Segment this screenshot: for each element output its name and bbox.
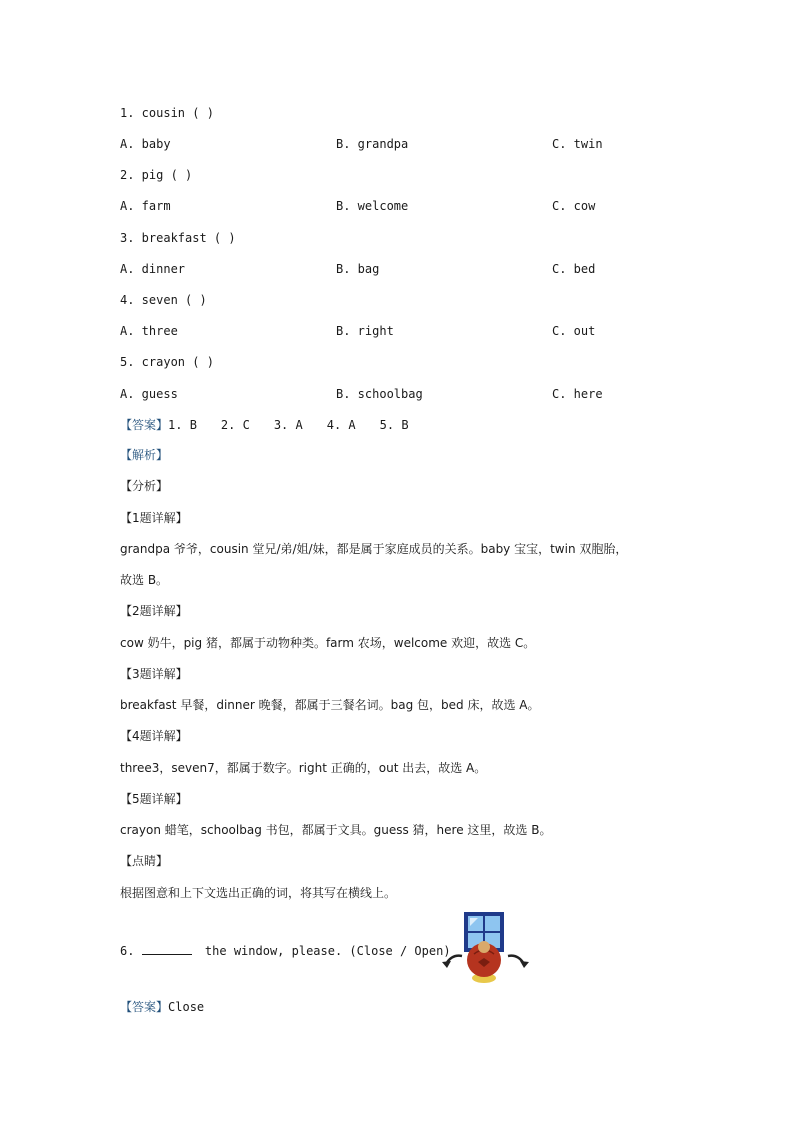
option-a: A. three: [120, 324, 178, 338]
detail-5-tag: 【5题详解】: [120, 792, 188, 806]
option-b: B. schoolbag: [336, 387, 423, 401]
option-b: B. right: [336, 324, 394, 338]
answer-item: 5. B: [379, 418, 409, 432]
detail-5-line-1: crayon 蜡笔，schoolbag 书包，都属于文具。guess 猜，here 这里，故选 B。: [120, 823, 552, 837]
option-c: C. cow: [552, 199, 596, 213]
option-b: B. bag: [336, 262, 380, 276]
question-6-text: the window, please. (Close / Open): [204, 944, 451, 958]
detail-4-tag: 【4题详解】: [120, 729, 188, 743]
option-a: A. baby: [120, 137, 171, 151]
option-a: A. guess: [120, 387, 178, 401]
question-6-answer: Close: [168, 1000, 205, 1014]
detail-3-line-1: breakfast 早餐，dinner 晚餐，都属于三餐名词。bag 包，bed 床，故选 A。: [120, 698, 540, 712]
arrow-left-icon: [442, 961, 451, 968]
question-5-options: [120, 386, 680, 402]
detail-1-line-2: 故选 B。: [120, 573, 169, 587]
question-3-stem: 3. breakfast ( ): [120, 231, 236, 245]
detail-3-tag: 【3题详解】: [120, 667, 188, 681]
answer-tag: 【答案】: [120, 1000, 169, 1014]
answer-tag: 【答案】: [120, 418, 169, 432]
question-5-stem: 5. crayon ( ): [120, 355, 214, 369]
option-c: C. bed: [552, 262, 596, 276]
option-c: C. here: [552, 387, 603, 401]
window-picture: [438, 910, 534, 986]
question-1-stem: 1. cousin ( ): [120, 106, 214, 120]
option-c: C. twin: [552, 137, 603, 151]
option-b: B. grandpa: [336, 137, 409, 151]
detail-2-tag: 【2题详解】: [120, 604, 188, 618]
question-6-answer-line: [120, 999, 204, 1015]
option-a: A. dinner: [120, 262, 186, 276]
arrow-right-icon: [520, 961, 529, 968]
question-1-options: [120, 136, 680, 152]
answer-item: 2. C: [220, 418, 250, 432]
question-4-options: [120, 323, 680, 339]
fenxi-tag: 【分析】: [120, 479, 169, 493]
instruction-text: 根据图意和上下文选出正确的词，将其写在横线上。: [120, 886, 397, 900]
answer-line: [120, 417, 433, 433]
detail-1-tag: 【1题详解】: [120, 511, 188, 525]
answer-item: 1. B: [168, 418, 197, 432]
detail-4-line-1: three3，seven7，都属于数字。right 正确的，out 出去，故选 A。: [120, 761, 487, 775]
answer-blank[interactable]: [142, 942, 192, 955]
question-6: [120, 942, 451, 959]
question-2-options: [120, 198, 680, 214]
dianjing-tag: 【点睛】: [120, 854, 169, 868]
question-6-number: 6.: [120, 944, 135, 958]
analysis-tag: 【解析】: [120, 448, 169, 462]
answer-item: 4. A: [326, 418, 356, 432]
question-4-stem: 4. seven ( ): [120, 293, 207, 307]
answer-item: 3. A: [273, 418, 303, 432]
detail-1-line-1: grandpa 爷爷，cousin 堂兄/弟/姐/妹，都是属于家庭成员的关系。baby 宝宝，twin 双胞胎，: [120, 542, 628, 556]
question-3-options: [120, 261, 680, 277]
option-b: B. welcome: [336, 199, 409, 213]
option-c: C. out: [552, 324, 596, 338]
detail-2-line-1: cow 奶牛，pig 猪，都属于动物种类。farm 农场，welcome 欢迎，故选 C。: [120, 636, 536, 650]
question-2-stem: 2. pig ( ): [120, 168, 193, 182]
option-a: A. farm: [120, 199, 171, 213]
